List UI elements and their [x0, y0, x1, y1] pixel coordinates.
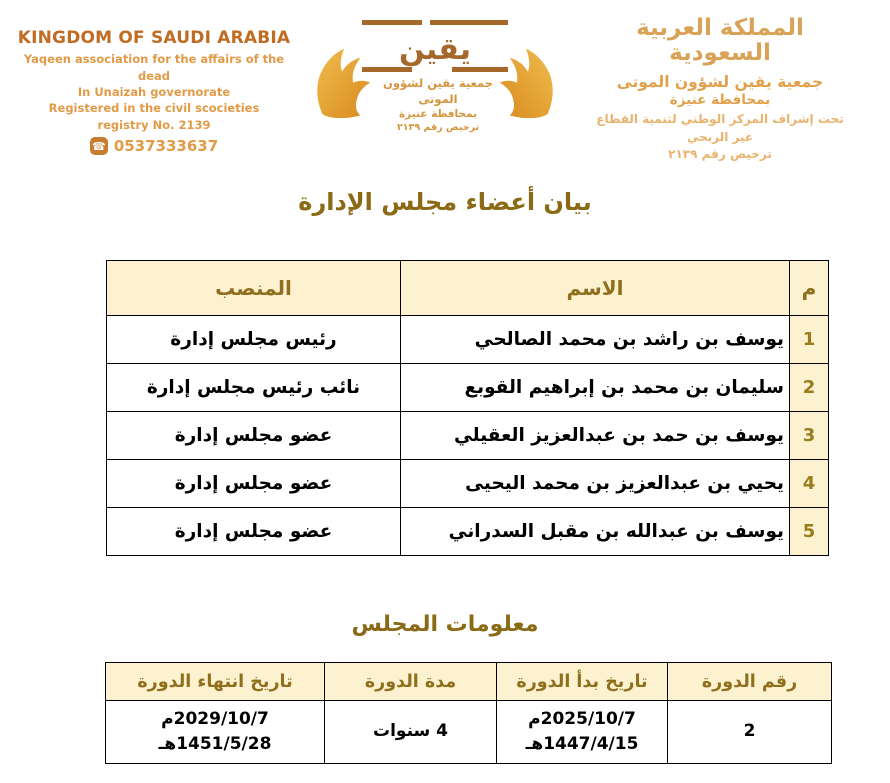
row-number: 3: [790, 412, 829, 460]
english-line: Registered in the civil scocieties: [48, 101, 260, 116]
member-name: يوسف بن حمد بن عبدالعزيز العقيلي: [401, 412, 790, 460]
letterhead-english-block: [16, 28, 292, 155]
english-line: registry No. 2139: [97, 117, 211, 132]
col-header-position: المنصب: [107, 261, 401, 316]
session-start-date: [497, 701, 668, 764]
association-logo: [315, 18, 555, 134]
start-date-hijri: 1447/4/15هـ: [525, 734, 639, 754]
arabic-line: تحت إشراف المركز الوطني لتنمية القطاع غير الربحي: [596, 112, 844, 144]
table-row: [107, 316, 829, 364]
council-section-title: معلومات المجلس: [351, 612, 539, 637]
phone-number: 0537333637: [113, 137, 219, 156]
member-position: عضو مجلس إدارة: [107, 508, 401, 556]
row-number: 4: [790, 460, 829, 508]
session-duration: 4 سنوات: [325, 701, 497, 764]
col-header-end-date: تاريخ انتهاء الدورة: [106, 663, 325, 701]
table-row: [107, 508, 829, 556]
col-header-duration: مدة الدورة: [325, 663, 497, 701]
hand-icon: [313, 46, 379, 118]
yaqeen-kufic-wordmark: [360, 20, 510, 74]
table-row: [107, 364, 829, 412]
phone-icon: ☎: [90, 137, 108, 155]
row-number: 1: [790, 316, 829, 364]
start-date-gregorian: 2025/10/7م: [528, 708, 636, 729]
wordmark-text: يقين: [398, 32, 472, 67]
english-line: Yaqeen association for the affairs of the dead: [23, 52, 285, 83]
member-name: يوسف بن عبدالله بن مقبل السدراني: [401, 508, 790, 556]
phone-row: [16, 137, 292, 155]
table-row: [107, 460, 829, 508]
session-end-date: [106, 701, 325, 764]
arabic-line: بمحافظة عنيزة: [669, 91, 771, 108]
ksa-calligraphy: المملكة العربية السعودية: [636, 15, 804, 67]
col-header-session-number: رقم الدورة: [668, 663, 832, 701]
council-table-header-row: [106, 663, 832, 701]
logo-line: بمحافظة عنيزة: [398, 108, 478, 121]
member-name: يحيي بن عبدالعزيز بن محمد اليحيى: [401, 460, 790, 508]
arabic-line: جمعية يقين لشؤون الموتى: [616, 72, 824, 91]
board-table-header-row: [107, 261, 829, 316]
member-position: عضو مجلس إدارة: [107, 412, 401, 460]
arabic-line: ترخيص رقم ٢١٣٩: [668, 147, 772, 162]
council-info-table: [105, 662, 832, 764]
member-position: نائب رئيس مجلس إدارة: [107, 364, 401, 412]
end-date-hijri: 1451/5/28هـ: [158, 734, 272, 754]
col-header-index: م: [790, 261, 829, 316]
council-data-row: [106, 701, 832, 764]
end-date-gregorian: 2029/10/7م: [161, 708, 269, 729]
board-section-title: بيان أعضاء مجلس الإدارة: [298, 188, 592, 216]
member-name: يوسف بن راشد بن محمد الصالحي: [401, 316, 790, 364]
col-header-start-date: تاريخ بدأ الدورة: [497, 663, 668, 701]
col-header-name: الاسم: [401, 261, 790, 316]
logo-line: ترخيص رقم ٢١٣٩: [396, 122, 480, 134]
session-number: 2: [668, 701, 832, 764]
board-members-table: [106, 260, 829, 556]
english-line: In Unaizah governorate: [77, 85, 231, 100]
member-position: عضو مجلس إدارة: [107, 460, 401, 508]
row-number: 2: [790, 364, 829, 412]
english-title: KINGDOM OF SAUDI ARABIA: [17, 28, 291, 48]
member-name: سليمان بن محمد بن إبراهيم القوبع: [401, 364, 790, 412]
logo-line: جمعية يقين لشؤون الموتى: [383, 76, 493, 106]
table-row: [107, 412, 829, 460]
letterhead-arabic-block: [584, 16, 856, 163]
row-number: 5: [790, 508, 829, 556]
member-position: رئيس مجلس إدارة: [107, 316, 401, 364]
